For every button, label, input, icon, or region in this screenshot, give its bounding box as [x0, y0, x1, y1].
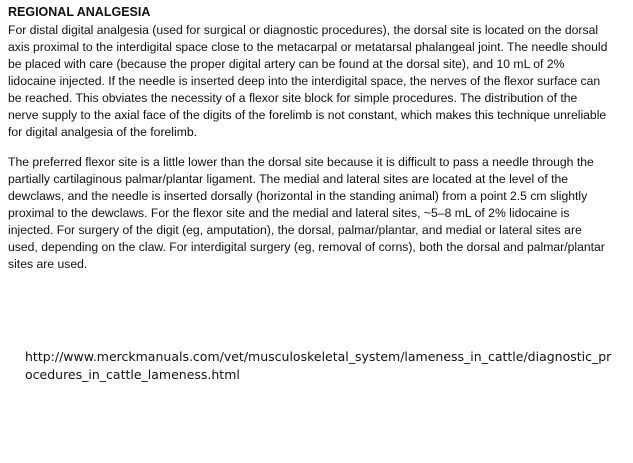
document-body — [8, 4, 608, 273]
source-url-text[interactable]: http://www.merckmanuals.com/vet/musculoskeletal_system/lameness_in_cattle/diagnostic_procedures_in_cattle_lameness.html — [25, 349, 612, 382]
section-heading: REGIONAL ANALGESIA — [8, 5, 151, 19]
paragraph-dorsal-site: For distal digital analgesia (used for surgical or diagnostic procedures), the dorsal site is located on the dorsal axis proximal to the interdigital space close to the metacarpal or metatarsal phalangeal joint. The needle should be placed with care (because the proper digital artery can be found at the dorsal site), and 10 mL of 2% lidocaine injected. If the needle is inserted deep into the interdigital space, the nerves of the flexor surface can be reached. This obviates the necessity of a flexor site block for simple procedures. The distribution of the nerve supply to the axial face of the digits of the forelimb is not constant, which makes this technique unreliable for digital analgesia of the forelimb. — [8, 23, 608, 139]
paragraph-flexor-site: The preferred flexor site is a little lower than the dorsal site because it is difficult to pass a needle through the partially cartilaginous palmar/plantar ligament. The medial and lateral sites are located at the level of the dewclaws, and the needle is inserted dorsally (horizontal in the standing animal) from a point 2.5 cm slightly proximal to the dewclaws. For the flexor site and the medial and lateral sites, ~5–8 mL of 2% lidocaine is injected. For surgery of the digit (eg, amputation), the dorsal, palmar/plantar, and medial or lateral sites are used, depending on the claw. For interdigital surgery (eg, removal of corns), both the dorsal and palmar/plantar sites are used. — [8, 155, 605, 271]
